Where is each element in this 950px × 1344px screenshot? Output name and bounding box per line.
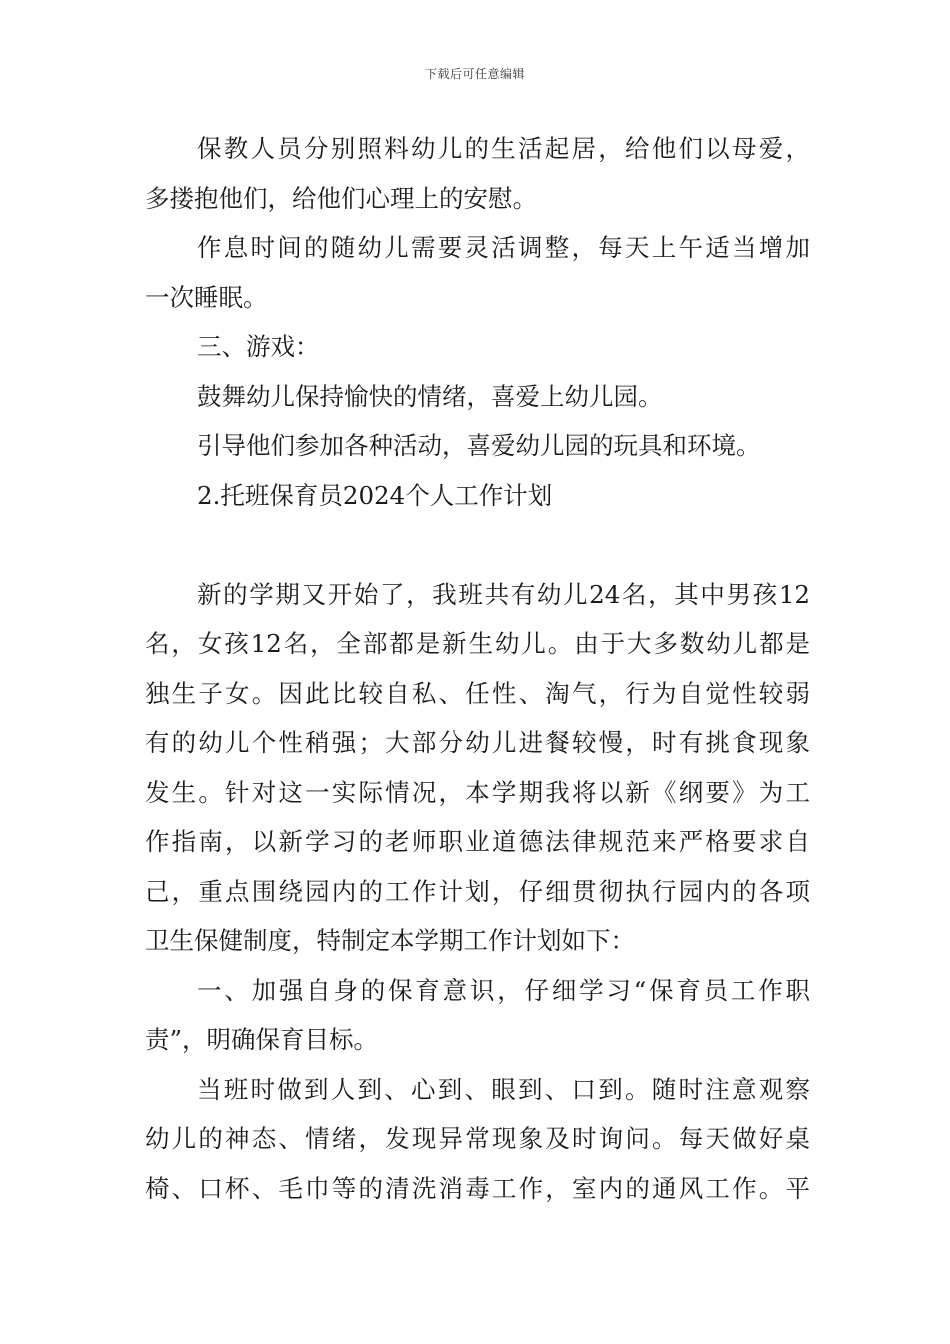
text-line: 幼儿的神态、情绪，发现异常现象及时询问。每天做好桌 bbox=[145, 1124, 810, 1153]
text-line: 椅、口杯、毛巾等的清洗消毒工作，室内的通风工作。平 bbox=[145, 1173, 810, 1203]
text-line: 一次睡眠。 bbox=[145, 282, 268, 312]
text-line: 卫生保健制度，特制定本学期工作计划如下： bbox=[145, 926, 635, 955]
page-header: 下载后可任意编辑 bbox=[424, 67, 525, 81]
text-line: 一、加强自身的保育意识，仔细学习“保育员工作职 bbox=[197, 975, 810, 1005]
document-body bbox=[145, 124, 810, 1213]
text-line: 当班时做到人到、心到、眼到、口到。随时注意观察 bbox=[197, 1074, 810, 1104]
text-line: 三、游戏： bbox=[197, 332, 320, 361]
text-line: 鼓舞幼儿保持愉快的情绪，喜爱上幼儿园。 bbox=[197, 381, 663, 411]
text-line: 作息时间的随幼儿需要灵活调整，每天上午适当增加 bbox=[197, 233, 810, 262]
text-line: 2.托班保育员2024个人工作计划 bbox=[197, 480, 553, 510]
text-line: 责”，明确保育目标。 bbox=[145, 1025, 379, 1054]
text-line: 己，重点围绕园内的工作计划，仔细贯彻执行园内的各项 bbox=[145, 876, 810, 906]
text-line: 发生。针对这一实际情况，本学期我将以新《纲要》为工 bbox=[145, 777, 810, 807]
text-line: 有的幼儿个性稍强；大部分幼儿进餐较慢，时有挑食现象 bbox=[145, 728, 810, 757]
text-line: 多搂抱他们，给他们心理上的安慰。 bbox=[145, 183, 537, 213]
text-line: 新的学期又开始了，我班共有幼儿24名，其中男孩12 bbox=[197, 579, 810, 609]
text-line: 名，女孩12名，全部都是新生幼儿。由于大多数幼儿都是 bbox=[145, 629, 810, 658]
text-line: 引导他们参加各种活动，喜爱幼儿园的玩具和环境。 bbox=[197, 431, 761, 460]
text-line: 保教人员分别照料幼儿的生活起居，给他们以母爱， bbox=[197, 134, 810, 163]
text-line: 作指南，以新学习的老师职业道德法律规范来严格要求自 bbox=[145, 827, 810, 856]
text-line: 独生子女。因此比较自私、任性、淘气，行为自觉性较弱 bbox=[145, 678, 810, 708]
blank-line bbox=[145, 520, 810, 570]
